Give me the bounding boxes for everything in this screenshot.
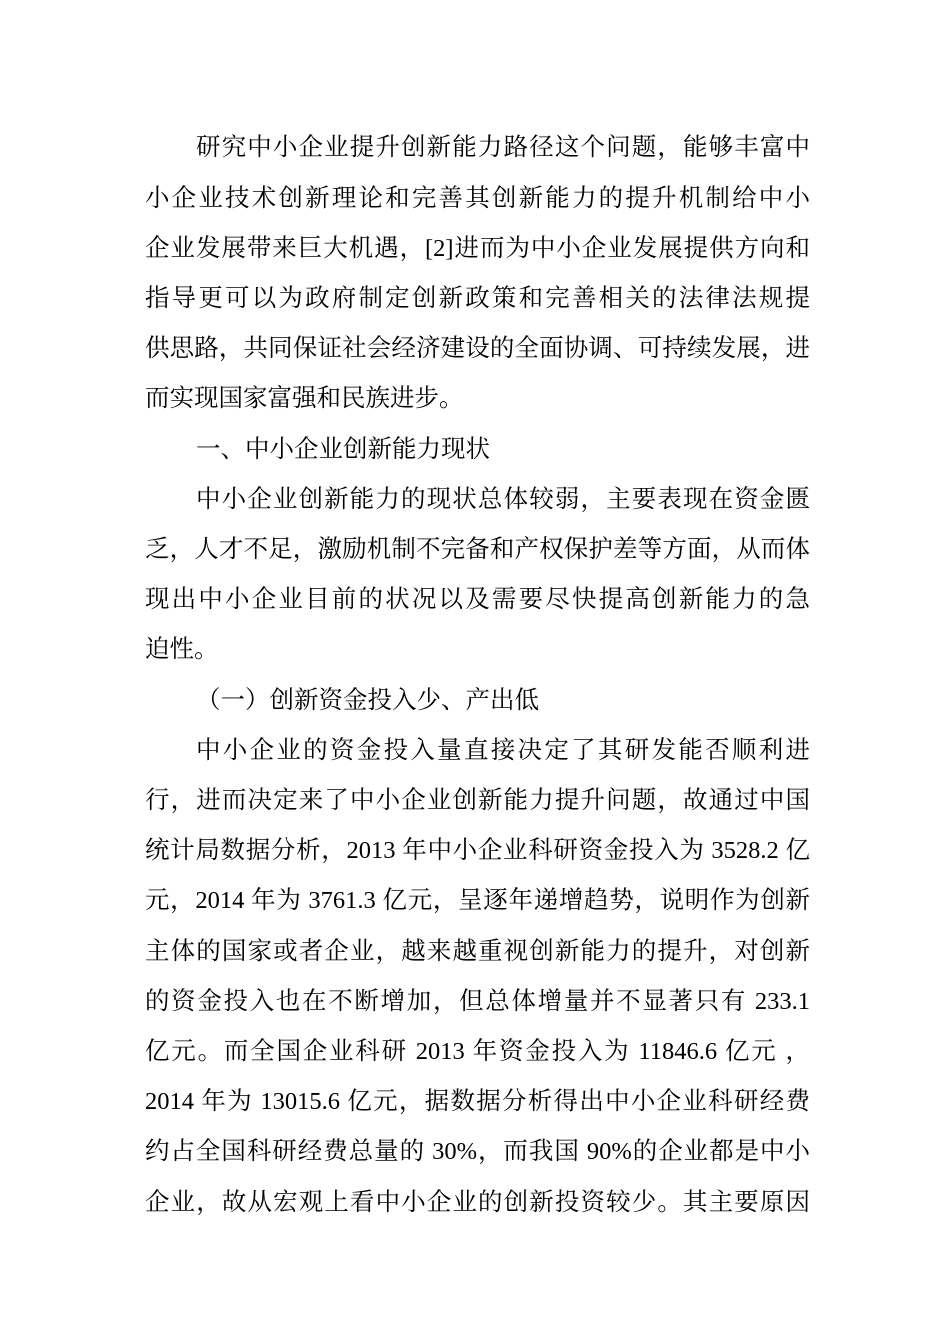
text-line: 供思路，共同保证社会经济建设的全面协调、可持续发展，进 bbox=[145, 335, 810, 362]
text-line: 元，2014 年为 3761.3 亿元，呈逐年递增趋势，说明作为创新 bbox=[145, 887, 810, 914]
text-line: 约占全国科研经费总量的 30%，而我国 90%的企业都是中小 bbox=[145, 1138, 810, 1165]
text-line: 研究中小企业提升创新能力路径这个问题，能够丰富中 bbox=[196, 134, 810, 161]
text-line: 亿元。而全国企业科研 2013 年资金投入为 11846.6 亿元 ， bbox=[145, 1038, 810, 1065]
text-line: 统计局数据分析，2013 年中小企业科研资金投入为 3528.2 亿 bbox=[145, 837, 810, 864]
text-line: 中小企业创新能力的现状总体较弱，主要表现在资金匮 bbox=[196, 486, 810, 513]
text-line: 乏，人才不足，激励机制不完备和产权保护差等方面，从而体 bbox=[145, 536, 810, 563]
text-line: 中小企业的资金投入量直接决定了其研发能否顺利进 bbox=[196, 737, 810, 764]
section-heading: 一、中小企业创新能力现状 bbox=[196, 436, 490, 463]
text-line: 的资金投入也在不断增加，但总体增量并不显著只有 233.1 bbox=[145, 988, 810, 1015]
text-line: 指导更可以为政府制定创新政策和完善相关的法律法规提 bbox=[145, 285, 810, 312]
subsection-heading: （一）创新资金投入少、产出低 bbox=[196, 687, 539, 714]
text-line: 2014 年为 13015.6 亿元，据数据分析得出中小企业科研经费 bbox=[145, 1088, 810, 1115]
text-line: 小企业技术创新理论和完善其创新能力的提升机制给中小 bbox=[145, 185, 810, 212]
text-line: 企业，故从宏观上看中小企业的创新投资较少。其主要原因 bbox=[145, 1189, 810, 1216]
text-line: 主体的国家或者企业，越来越重视创新能力的提升，对创新 bbox=[145, 938, 810, 965]
text-line: 现出中小企业目前的状况以及需要尽快提高创新能力的急 bbox=[145, 586, 810, 613]
text-line: 行，进而决定来了中小企业创新能力提升问题，故通过中国 bbox=[145, 787, 810, 814]
text-line: 企业发展带来巨大机遇，[2]进而为中小企业发展提供方向和 bbox=[145, 235, 810, 262]
text-line: 而实现国家富强和民族进步。 bbox=[145, 385, 464, 412]
text-line: 迫性。 bbox=[145, 636, 219, 663]
